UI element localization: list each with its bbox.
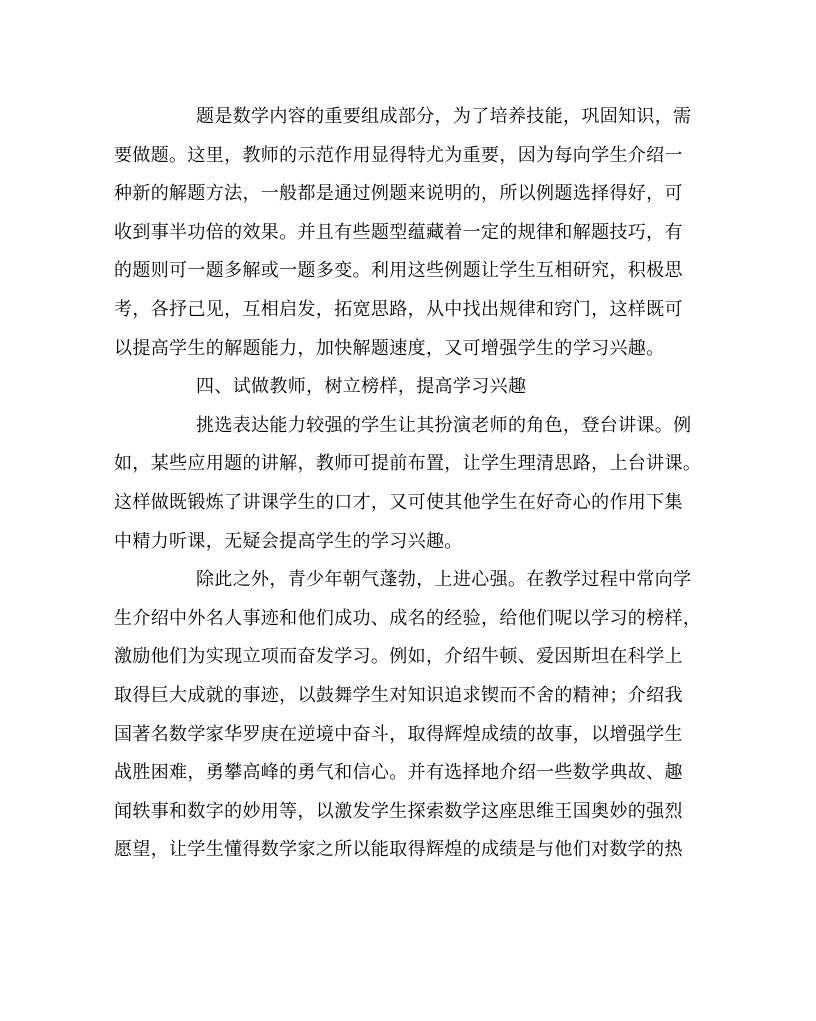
paragraph-line: 国著名数学家华罗庚在逆境中奋斗，取得辉煌成绩的故事，以增强学生 (114, 723, 683, 745)
paragraph-line: 题是数学内容的重要组成部分，为了培养技能，巩固知识，需 (196, 106, 692, 127)
paragraph-line: 要做题。这里，教师的示范作用显得特尤为重要，因为每向学生介绍一 (114, 144, 683, 166)
paragraph-line: 以提高学生的解题能力，加快解题速度，又可增强学生的学习兴趣。 (114, 337, 665, 359)
paragraph-line: 闻轶事和数字的妙用等，以激发学生探索数学这座思维王国奥妙的强烈 (114, 800, 683, 822)
paragraph-line: 的题则可一题多解或一题多变。利用这些例题让学生互相研究，积极思 (114, 260, 683, 282)
section-heading: 四、试做教师，树立榜样，提高学习兴趣 (196, 376, 527, 398)
paragraph-line: 取得巨大成就的事迹，以鼓舞学生对知识追求锲而不舍的精神；介绍我 (114, 684, 683, 706)
paragraph-line: 除此之外，青少年朝气蓬勃，上进心强。在教学过程中常向学 (196, 569, 692, 591)
paragraph-line: 这样做既锻炼了讲课学生的口才，又可使其他学生在好奇心的作用下集 (114, 491, 683, 513)
paragraph-line: 种新的解题方法，一般都是通过例题来说明的，所以例题选择得好，可 (114, 183, 683, 205)
paragraph-line: 收到事半功倍的效果。并且有些题型蕴藏着一定的规律和解题技巧，有 (114, 221, 683, 243)
paragraph-line: 激励他们为实现立项而奋发学习。例如，介绍牛顿、爱因斯坦在科学上 (114, 646, 683, 668)
paragraph-line: 挑选表达能力较强的学生让其扮演老师的角色，登台讲课。例 (196, 414, 692, 436)
paragraph-line: 战胜困难，勇攀高峰的勇气和信心。并有选择地介绍一些数学典故、趣 (114, 762, 683, 784)
paragraph-line: 考，各抒己见，互相启发，拓宽思路，从中找出规律和窍门，这样既可 (114, 298, 683, 320)
paragraph-line: 如，某些应用题的讲解，教师可提前布置，让学生理清思路，上台讲课。 (114, 453, 702, 475)
paragraph-line: 愿望，让学生懂得数学家之所以能取得辉煌的成绩是与他们对数学的热 (114, 839, 683, 861)
document-body (114, 98, 704, 870)
paragraph-line: 中精力听课，无疑会提高学生的学习兴趣。 (114, 530, 463, 552)
paragraph-line: 生介绍中外名人事迹和他们成功、成名的经验，给他们呢以学习的榜样， (114, 607, 702, 629)
